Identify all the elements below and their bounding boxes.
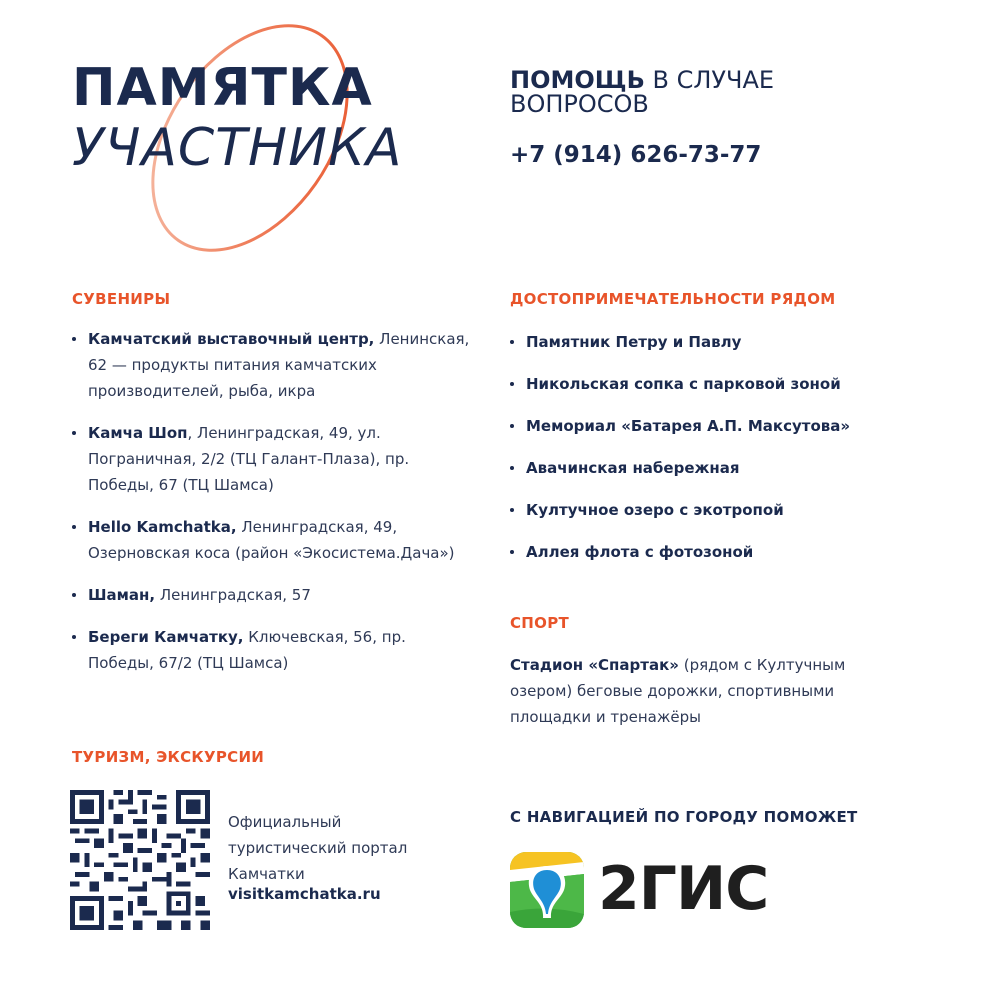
list-item: Памятник Петру и Павлу [510,329,930,371]
2gis-logo-text: 2ГИС [598,854,769,924]
help-phone[interactable]: +7 (914) 626-73-77 [510,142,762,168]
sights-heading: ДОСТОПРИМЕЧАТЕЛЬНОСТИ РЯДОМ [510,290,836,308]
help-heading-rest: В СЛУЧАЕ [644,66,775,94]
list-item: Авачинская набережная [510,455,930,497]
stadium-name: Стадион «Спартак» [510,656,679,674]
souvenirs-heading: СУВЕНИРЫ [72,290,171,308]
list-item [72,514,472,566]
2gis-logo-icon[interactable] [510,852,584,928]
sport-heading: СПОРТ [510,614,570,632]
shop-details: Ленинградская, 57 [155,586,311,604]
list-item [72,326,472,404]
shop-name: Береги Камчатку, [88,628,244,646]
portal-description: Официальный туристический портал Камчатки [228,813,408,883]
shop-name: Камча Шоп [88,424,188,442]
list-item: Аллея флота с фотозоной [510,539,930,581]
navigation-heading: С НАВИГАЦИЕЙ ПО ГОРОДУ ПОМОЖЕТ [510,808,858,826]
tourism-heading: ТУРИЗМ, ЭКСКУРСИИ [72,748,265,766]
souvenirs-list [72,326,472,692]
list-item [72,624,472,676]
shop-name: Hello Kamchatka, [88,518,237,536]
portal-link[interactable]: visitkamchatka.ru [228,885,381,903]
list-item: Мемориал «Батарея А.П. Максутова» [510,413,930,455]
shop-details: , Ленинградская, 49, ул. Пограничная, 2/2 (ТЦ Галант-Плаза), пр. Победы, 67 (ТЦ Шамса) [88,424,410,494]
shop-details: Ленинская, 62 — продукты питания камчатских производителей, рыба, икра [88,330,470,400]
shop-details: Ленинградская, 49, Озерновская коса (район «Экосистема.Дача») [88,518,455,562]
list-item: Култучное озеро с экотропой [510,497,930,539]
list-item [72,420,472,498]
shop-name: Камчатский выставочный центр, [88,330,375,348]
sights-list [510,329,930,581]
stadium-details: (рядом с Култучным озером) беговые дорожки, спортивными площадки и тренажёры [510,656,846,726]
list-item [72,582,472,608]
qr-code-icon[interactable] [70,790,210,930]
shop-name: Шаман, [88,586,156,604]
page-title-line2: УЧАСТНИКА [72,118,403,178]
sport-text [510,652,890,730]
list-item: Никольская сопка с парковой зоной [510,371,930,413]
page-title-line1: ПАМЯТКА [72,58,373,118]
help-heading-line2: ВОПРОСОВ [510,90,649,118]
help-heading [510,68,850,116]
help-heading-bold: ПОМОЩЬ [510,66,645,94]
shop-details: Ключевская, 56, пр. Победы, 67/2 (ТЦ Шамса) [88,628,406,672]
